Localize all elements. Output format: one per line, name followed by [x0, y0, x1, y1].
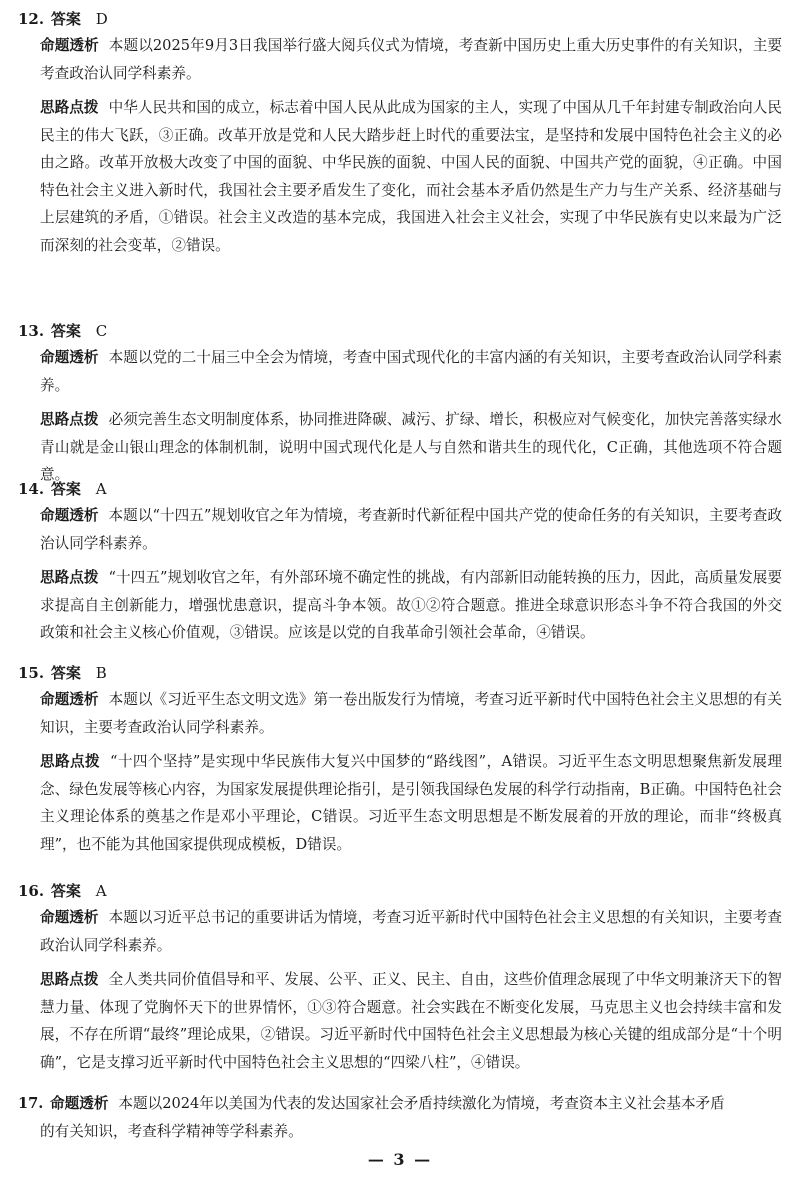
question-13 [18, 318, 782, 489]
answer-line [18, 878, 782, 904]
answer-value: C [95, 322, 108, 340]
answer-value: B [95, 664, 107, 682]
answer-line [18, 6, 782, 32]
question-17 [18, 1090, 782, 1145]
analysis-section [40, 686, 782, 741]
answer-value: D [95, 10, 108, 28]
answer-value: A [95, 882, 107, 900]
answer-label: 答案 [50, 882, 81, 900]
analysis-text: 本题以“十四五”规划收官之年为情境，考查新时代新征程中国共产党的使命任务的有关知识，主要考查政治认同学科素养。 [40, 507, 782, 552]
question-number: 12. [18, 10, 45, 28]
hint-label: 思路点拨 [40, 569, 99, 586]
answer-label: 答案 [50, 664, 81, 682]
analysis-label: 命题透析 [40, 507, 99, 524]
analysis-line-2 [40, 1118, 782, 1146]
answer-line [18, 318, 782, 344]
hint-section [40, 748, 782, 858]
question-16 [18, 878, 782, 1076]
page-number: — 3 — [367, 1150, 433, 1169]
answer-label: 答案 [50, 10, 81, 28]
analysis-text: 本题以《习近平生态文明文选》第一卷出版发行为情境，考查习近平新时代中国特色社会主义思想的有关知识，主要考查政治认同学科素养。 [40, 691, 782, 736]
question-14 [18, 476, 782, 647]
analysis-text: 本题以习近平总书记的重要讲话为情境，考查习近平新时代中国特色社会主义思想的有关知识，主要考查政治认同学科素养。 [40, 909, 782, 954]
question-number: 16. [18, 882, 45, 900]
analysis-text: 本题以党的二十届三中全会为情境，考查中国式现代化的丰富内涵的有关知识，主要考查政治认同学科素养。 [40, 349, 782, 394]
question-12 [18, 6, 782, 259]
question-15 [18, 660, 782, 858]
hint-text: “十四个坚持”是实现中华民族伟大复兴中国梦的“路线图”，A错误。习近平生态文明思想聚焦新发展理念、绿色发展等核心内容，为国家发展提供理论指引，是引领我国绿色发展的科学行动指南，B正确。中国特色社会主义理论体系的奠基之作是邓小平理论，C错误。习近平生态文明思想是不断发展着的开放的理论，而非“终极真理”，也不能为其他国家提供现成模板，D错误。 [40, 753, 782, 853]
hint-label: 思路点拨 [40, 753, 100, 770]
hint-text: 中华人民共和国的成立，标志着中国人民从此成为国家的主人，实现了中国从几千年封建专制政治向人民民主的伟大飞跃，③正确。改革开放是党和人民大踏步赶上时代的重要法宝，是坚持和发展中国特色社会主义的必由之路。改革开放极大改变了中国的面貌、中华民族的面貌、中国人民的面貌、中国共产党的面貌，④正确。中国特色社会主义进入新时代，我国社会主要矛盾发生了变化，而社会基本矛盾仍然是生产力与生产关系、经济基础与上层建筑的矛盾，①错误。社会主义改造的基本完成，我国进入社会主义社会，实现了中华民族有史以来最为广泛而深刻的社会变革，②错误。 [40, 99, 782, 254]
analysis-label: 命题透析 [40, 909, 99, 926]
question-number: 14. [18, 480, 45, 498]
hint-label: 思路点拨 [40, 99, 99, 116]
analysis-label: 命题透析 [40, 691, 99, 708]
hint-text: “十四五”规划收官之年，有外部环境不确定性的挑战，有内部新旧动能转换的压力，因此，高质量发展要求提高自主创新能力，增强忧患意识，提高斗争本领。故①②符合题意。推进全球意识形态斗争不符合我国的外交政策和社会主义核心价值观，③错误。应该是以党的自我革命引领社会革命，④错误。 [40, 569, 782, 641]
analysis-label: 命题透析 [50, 1095, 109, 1112]
hint-text: 全人类共同价值倡导和平、发展、公平、正义、民主、自由，这些价值理念展现了中华文明兼济天下的智慧力量、体现了党胸怀天下的世界情怀，①③符合题意。社会实践在不断变化发展，马克思主义也会持续丰富和发展，不存在所谓“最终”理论成果，②错误。习近平新时代中国特色社会主义思想最为核心关键的组成部分是“十个明确”，它是支撑习近平新时代中国特色社会主义思想的“四梁八柱”，④错误。 [40, 971, 782, 1071]
analysis-line-1 [18, 1090, 782, 1118]
analysis-text-1: 本题以2024年以美国为代表的发达国家社会矛盾持续激化为情境，考查资本主义社会基本矛盾 [118, 1095, 725, 1112]
analysis-section [40, 344, 782, 399]
answer-line [18, 476, 782, 502]
hint-section [40, 564, 782, 647]
analysis-section [40, 32, 782, 87]
answer-label: 答案 [50, 322, 81, 340]
question-number: 17. [18, 1095, 44, 1112]
hint-section [40, 94, 782, 259]
analysis-text: 本题以2025年9月3日我国举行盛大阅兵仪式为情境，考查新中国历史上重大历史事件的有关知识，主要考查政治认同学科素养。 [40, 37, 782, 82]
analysis-section [40, 502, 782, 557]
hint-label: 思路点拨 [40, 971, 99, 988]
hint-text: 必须完善生态文明制度体系，协同推进降碳、减污、扩绿、增长，积极应对气候变化，加快完善落实绿水青山就是金山银山理念的体制机制，说明中国式现代化是人与自然和谐共生的现代化，C正确，其他选项不符合题意。 [40, 411, 782, 483]
hint-section [40, 966, 782, 1076]
question-number: 15. [18, 664, 45, 682]
analysis-label: 命题透析 [40, 349, 99, 366]
analysis-label: 命题透析 [40, 37, 99, 54]
question-number: 13. [18, 322, 45, 340]
analysis-section [40, 904, 782, 959]
answer-line [18, 660, 782, 686]
analysis-text-2: 的有关知识，考查科学精神等学科素养。 [40, 1122, 303, 1140]
answer-label: 答案 [50, 480, 81, 498]
answer-value: A [95, 480, 107, 498]
hint-label: 思路点拨 [40, 411, 99, 428]
